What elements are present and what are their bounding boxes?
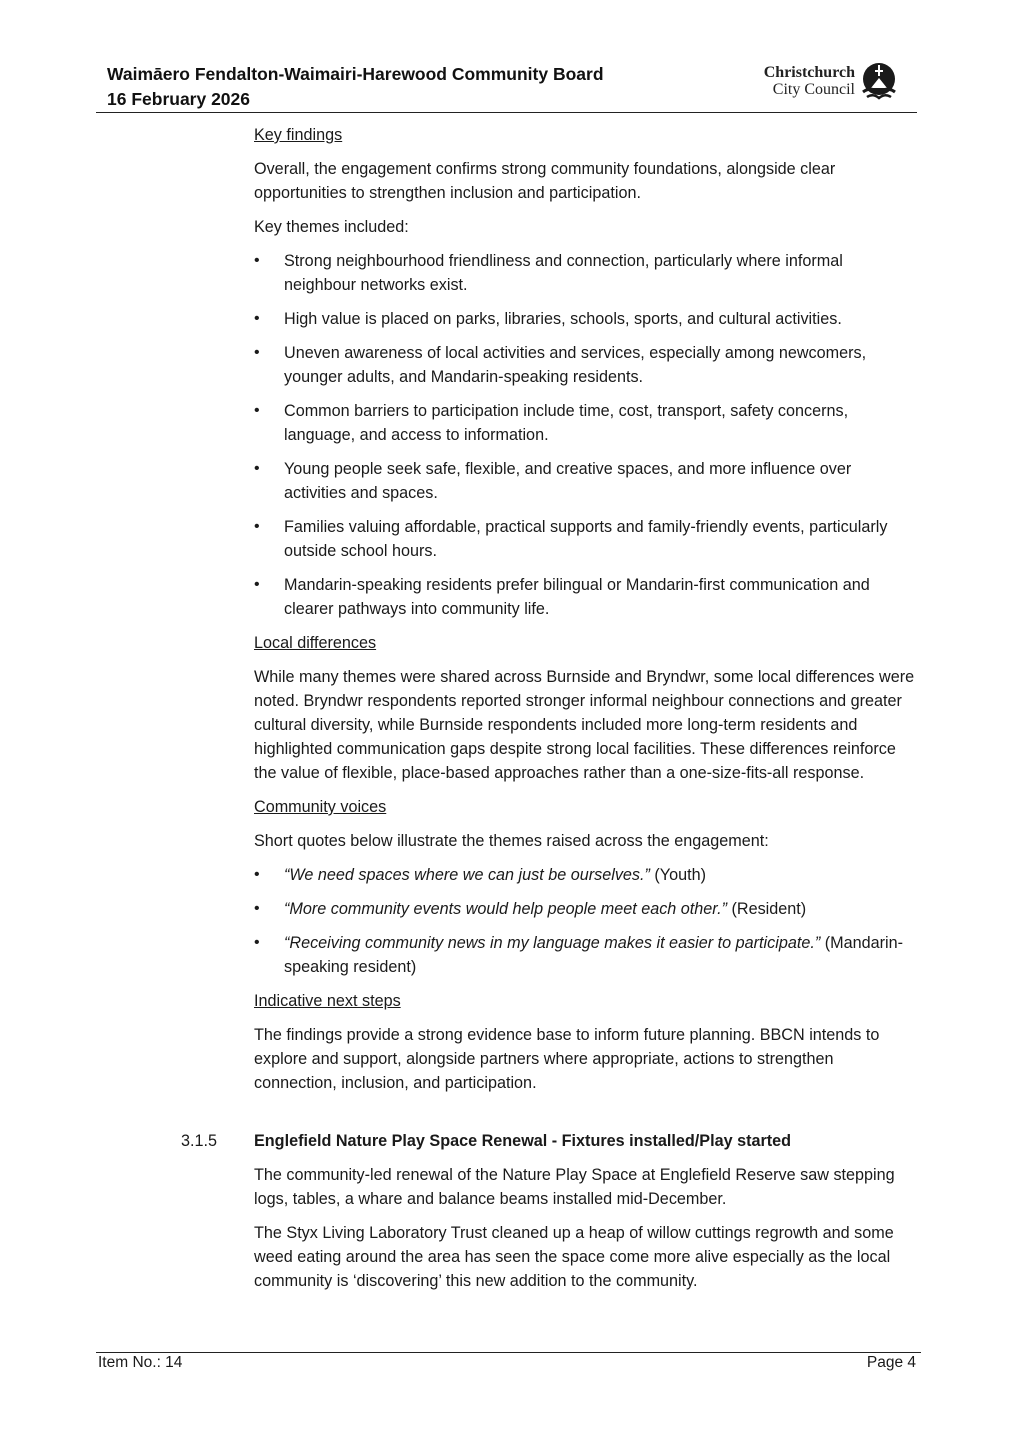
key-findings-intro: Overall, the engagement confirms strong community foundations, alongside clear opportunities to strengthen inclusion and participation. <box>254 160 836 202</box>
list-item <box>254 863 916 887</box>
meeting-date: 16 February 2026 <box>107 89 251 109</box>
section-3-1-5 <box>181 1129 916 1293</box>
section-paragraph: The community-led renewal of the Nature Play Space at Englefield Reserve saw stepping logs, tables, a whare and balance beams installed mid-December. <box>254 1166 895 1208</box>
quote-text: “More community events would help people meet each other.” <box>284 900 727 918</box>
page-body <box>181 123 916 1303</box>
logo-line2: City Council <box>772 81 855 98</box>
item-number: Item No.: 14 <box>98 1354 183 1371</box>
list-item: • Young people seek safe, flexible, and creative spaces, and more influence over activities and spaces. <box>254 457 916 505</box>
council-logo <box>746 62 901 102</box>
section-paragraph: The Styx Living Laboratory Trust cleaned up a heap of willow cuttings regrowth and some weed eating around the area has seen the space come more alive especially as the local community is ‘discovering’ this new addition to the community. <box>254 1224 894 1290</box>
local-differences-heading: Local differences <box>254 634 377 652</box>
next-steps-body: The findings provide a strong evidence base to inform future planning. BBCN intends to explore and support, alongside partners where appropriate, actions to strengthen connection, inclusion, and participation. <box>254 1026 880 1092</box>
list-item: • Strong neighbourhood friendliness and connection, particularly where informal neighbour networks exist. <box>254 249 916 297</box>
header-title <box>107 62 604 112</box>
list-item <box>254 897 916 921</box>
quote-source: (Mandarin-speaking resident) <box>284 934 904 976</box>
quote-source: (Resident) <box>731 900 807 918</box>
list-item: • High value is placed on parks, libraries, schools, sports, and cultural activities. <box>254 307 916 331</box>
local-differences-body: While many themes were shared across Burnside and Bryndwr, some local differences were noted. Bryndwr respondents reported stronger informal neighbour connections and greater cultural diversity, while Burnside respondents included more long-term residents and highlighted communication gaps despite strong local facilities. These differences reinforce the value of flexible, place-based approaches rather than a one-size-fits-all response. <box>254 668 915 782</box>
header-divider <box>96 112 917 113</box>
list-item: • Uneven awareness of local activities and services, especially among newcomers, younger adults, and Mandarin-speaking residents. <box>254 341 916 389</box>
quote-source: (Youth) <box>654 866 707 884</box>
list-item: • Mandarin-speaking residents prefer bilingual or Mandarin-first communication and clearer pathways into community life. <box>254 573 916 621</box>
section-number: 3.1.5 <box>181 1132 218 1150</box>
themes-list <box>254 249 916 621</box>
community-voices-heading: Community voices <box>254 798 387 816</box>
board-name: Waimāero Fendalton-Waimairi-Harewood Community Board <box>107 64 604 84</box>
section-title: Englefield Nature Play Space Renewal - Fixtures installed/Play started <box>254 1132 792 1150</box>
community-voices-intro: Short quotes below illustrate the themes raised across the engagement: <box>254 832 769 850</box>
key-findings-heading: Key findings <box>254 126 343 144</box>
quotes-list <box>254 863 916 979</box>
quote-text: “We need spaces where we can just be ourselves.” <box>284 866 650 884</box>
list-item: • Families valuing affordable, practical supports and family-friendly events, particularly outside school hours. <box>254 515 916 563</box>
cathedral-icon <box>859 62 899 100</box>
footer-divider <box>96 1352 921 1353</box>
next-steps-heading: Indicative next steps <box>254 992 401 1010</box>
quote-text: “Receiving community news in my language makes it easier to participate.” <box>284 934 821 952</box>
logo-line1: Christchurch <box>763 64 855 81</box>
list-item <box>254 931 916 979</box>
themes-label: Key themes included: <box>254 218 409 236</box>
page-number: Page 4 <box>866 1354 916 1371</box>
list-item: • Common barriers to participation include time, cost, transport, safety concerns, language, and access to information. <box>254 399 916 447</box>
